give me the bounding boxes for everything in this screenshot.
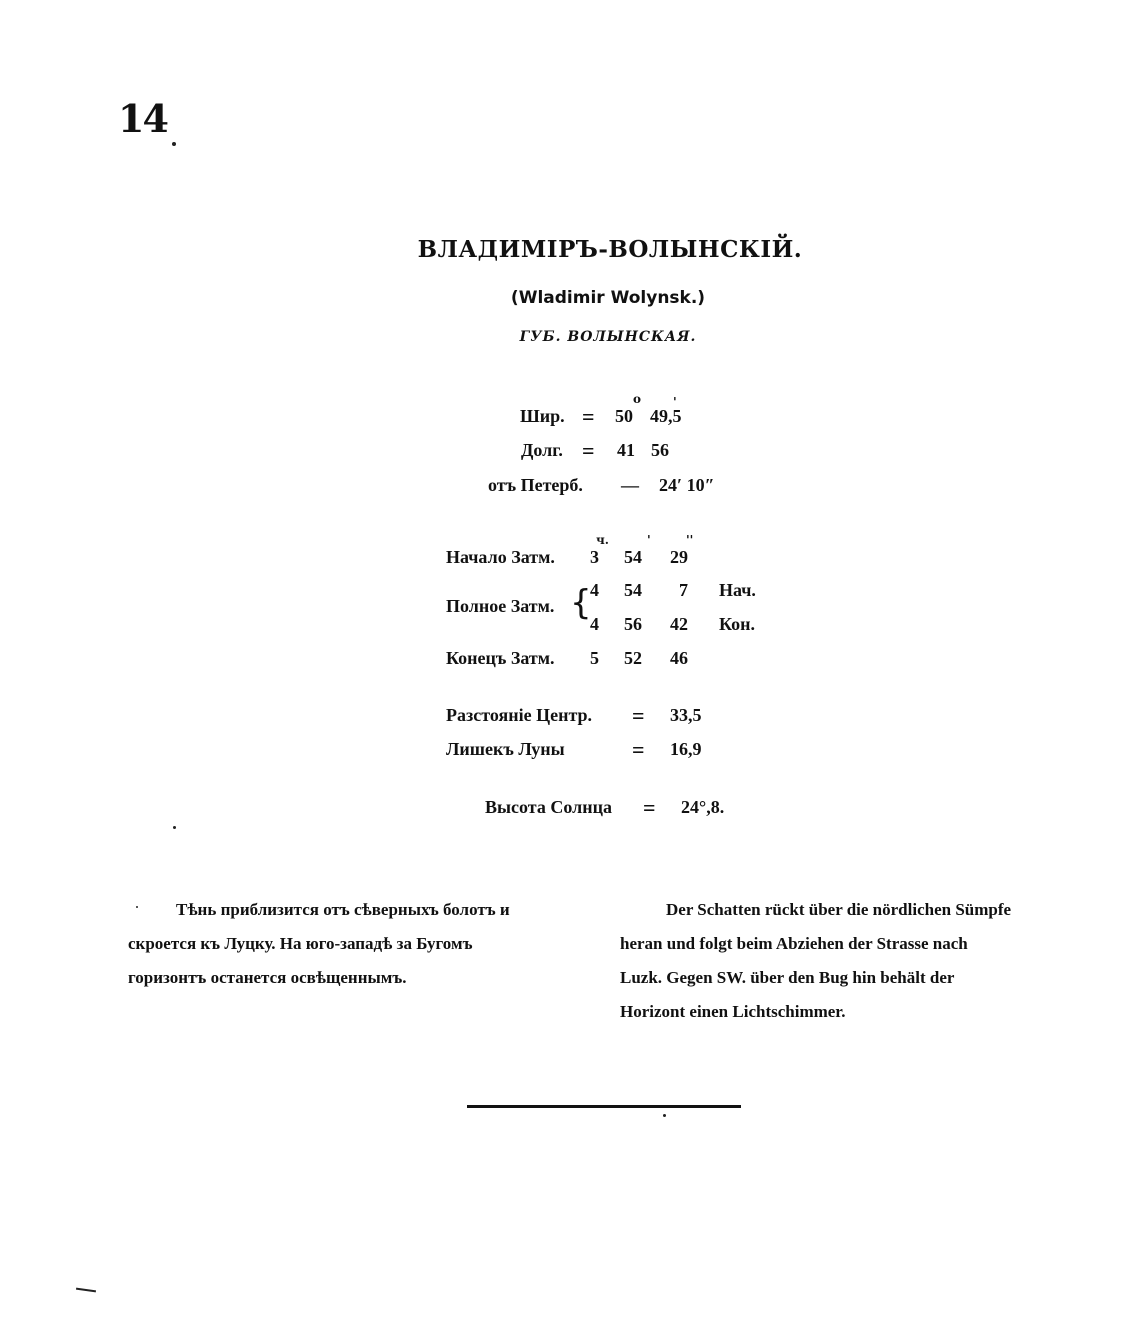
page-number-dot — [172, 142, 176, 146]
longitude-equals: = — [582, 438, 595, 463]
page-number: 14 — [118, 96, 167, 141]
paragraph-russian — [128, 893, 590, 995]
moon-excess-value: 16,9 — [670, 739, 702, 759]
bottom-rule — [467, 1105, 741, 1108]
ru-line-2: скроется къ Луцку. На юго-западѣ за Бугомъ — [128, 934, 473, 953]
eclipse-start-hours: 3 — [590, 547, 599, 567]
longitude-label: Долг. — [521, 440, 563, 460]
total-end-minutes: 56 — [624, 614, 642, 634]
de-line-4: Horizont einen Lichtschimmer. — [620, 1002, 846, 1021]
minutes-mark: ' — [647, 533, 651, 547]
longitude-degrees: 41 — [617, 440, 635, 460]
ru-line-3: горизонтъ останется освѣщеннымъ. — [128, 968, 407, 987]
moon-excess-equals: = — [632, 737, 645, 762]
total-begin-tag: Нач. — [719, 580, 756, 600]
page-title: ВЛАДИМІРЪ-ВОЛЫНСКІЙ. — [417, 236, 803, 263]
center-distance-value: 33,5 — [670, 705, 702, 725]
latitude-equals: = — [582, 404, 595, 429]
longitude-minutes: 56 — [651, 440, 669, 460]
eclipse-total-label: Полное Затм. — [446, 596, 555, 616]
petersburg-sign: — — [621, 475, 639, 495]
total-begin-hours: 4 — [590, 580, 599, 600]
de-line-3: Luzk. Gegen SW. über den Bug hin behält der — [620, 968, 955, 987]
total-begin-seconds: 7 — [679, 580, 688, 600]
speck — [136, 906, 138, 908]
rule-dot — [663, 1114, 666, 1117]
province-label: ГУБ. ВОЛЫНСКАЯ. — [519, 329, 697, 345]
eclipse-start-minutes: 54 — [624, 547, 642, 567]
latitude-degrees: 50 — [615, 406, 633, 426]
minute-mark: ' — [673, 395, 677, 409]
speck — [76, 1288, 96, 1293]
hours-mark: ч. — [596, 533, 609, 547]
ru-line-1: Тѣнь приблизится отъ сѣверныхъ болотъ и — [176, 900, 510, 919]
total-end-seconds: 42 — [670, 614, 688, 634]
total-end-tag: Кон. — [719, 614, 756, 634]
latitude-label: Шир. — [520, 406, 565, 426]
eclipse-end-label: Конецъ Затм. — [446, 648, 555, 668]
eclipse-end-hours: 5 — [590, 648, 599, 668]
seconds-mark: '' — [686, 533, 694, 547]
latitude-minutes: 49,5 — [650, 406, 682, 426]
sun-altitude-label: Высота Солнца — [485, 797, 612, 817]
eclipse-start-seconds: 29 — [670, 547, 688, 567]
center-distance-label: Разстояніе Центр. — [446, 705, 593, 725]
brace: { — [570, 583, 592, 623]
page-subtitle: (Wladimir Wolynsk.) — [510, 288, 706, 308]
total-begin-minutes: 54 — [624, 580, 642, 600]
de-line-1: Der Schatten rückt über die nördlichen Sümpfe — [666, 900, 1012, 919]
eclipse-start-label: Начало Затм. — [446, 547, 555, 567]
paragraph-german — [620, 893, 1080, 1029]
petersburg-time-diff: 24′ 10″ — [659, 475, 715, 495]
moon-excess-label: Лишекъ Луны — [446, 739, 565, 759]
speck — [173, 826, 176, 829]
eclipse-end-minutes: 52 — [624, 648, 642, 668]
eclipse-end-seconds: 46 — [670, 648, 688, 668]
de-line-2: heran und folgt beim Abziehen der Strasse nach — [620, 934, 968, 953]
sun-altitude-value: 24°,8. — [681, 797, 725, 817]
sun-altitude-equals: = — [643, 795, 656, 820]
degree-mark: o — [633, 392, 642, 406]
total-end-hours: 4 — [590, 614, 599, 634]
petersburg-label: отъ Петерб. — [488, 475, 583, 495]
center-distance-equals: = — [632, 703, 645, 728]
